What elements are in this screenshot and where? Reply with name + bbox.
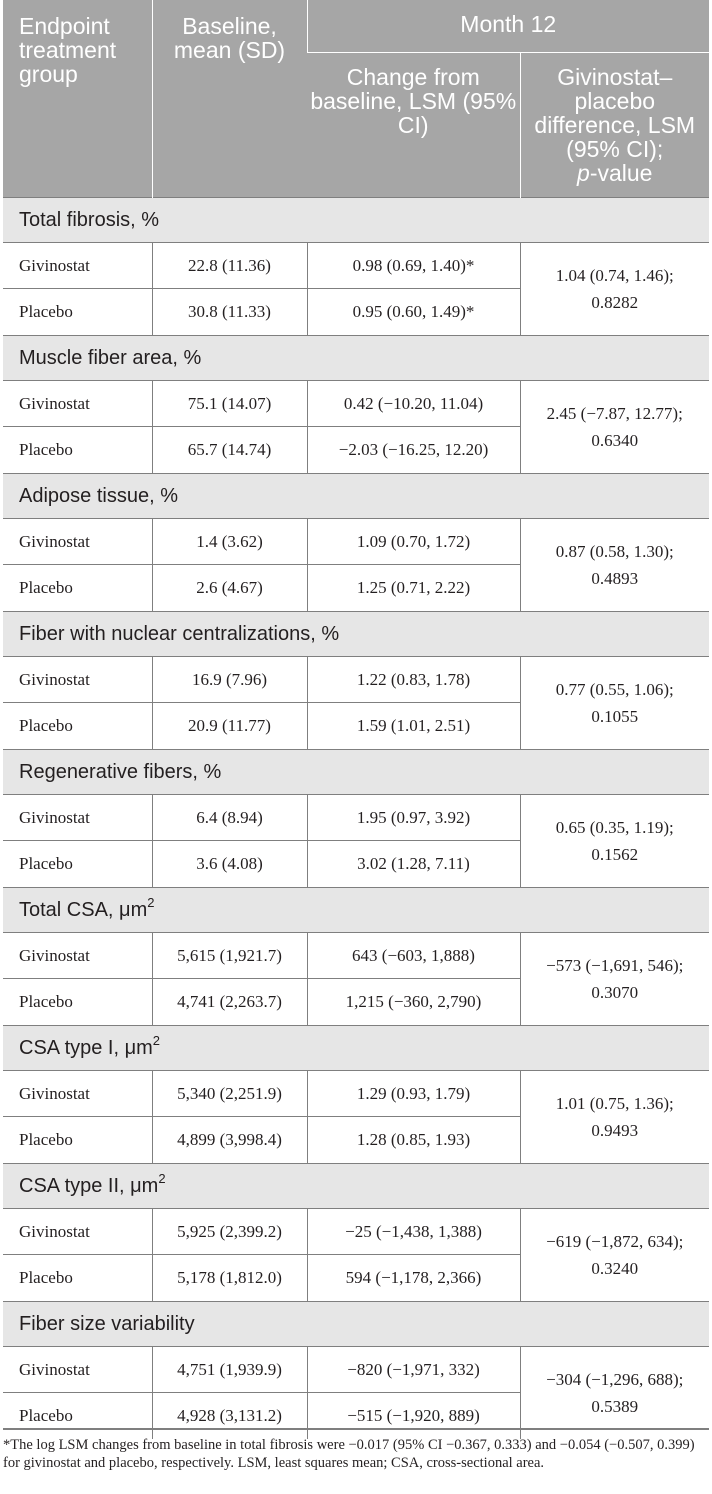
header-endpoint-group: Endpoint treatment group: [3, 0, 152, 198]
cell-difference: [520, 519, 709, 612]
table-row: [3, 1347, 709, 1393]
cell-baseline: 5,615 (1,921.7): [152, 933, 307, 979]
cell-difference: [520, 1071, 709, 1164]
table-row: [3, 933, 709, 979]
cell-baseline: 5,340 (2,251.9): [152, 1071, 307, 1117]
header-change-from-baseline: Change from baseline, LSM (95% CI): [307, 53, 520, 198]
cell-baseline: 5,925 (2,399.2): [152, 1209, 307, 1255]
difference-estimate: 0.65 (0.35, 1.19);: [555, 818, 674, 837]
difference-estimate: 0.77 (0.55, 1.06);: [555, 680, 674, 699]
cell-group: Placebo: [19, 1406, 73, 1425]
cell-difference: [520, 933, 709, 1026]
section-title-superscript: 2: [147, 894, 155, 910]
cell-group: Givinostat: [3, 381, 152, 427]
section-title-text: CSA type I, μm: [19, 1036, 153, 1059]
cell-change: −2.03 (−16.25, 12.20): [307, 427, 520, 474]
cell-change: 594 (−1,178, 2,366): [307, 1255, 520, 1302]
cell-group: Givinostat: [3, 795, 152, 841]
section-row: [3, 474, 709, 519]
difference-estimate: −304 (−1,296, 688);: [546, 1370, 684, 1389]
section-title: [3, 1026, 709, 1071]
cell-difference: [520, 243, 709, 336]
cell-group: Placebo: [19, 854, 73, 873]
table-body: [3, 198, 709, 1440]
difference-p-value: 0.9493: [591, 1121, 639, 1140]
section-title: [3, 198, 709, 243]
section-row: [3, 1164, 709, 1209]
section-row: [3, 612, 709, 657]
cell-group: Givinostat: [3, 1347, 152, 1393]
cell-change: 0.95 (0.60, 1.49)*: [307, 289, 520, 336]
cell-baseline: 4,741 (2,263.7): [152, 979, 307, 1026]
table-footnote: *The log LSM changes from baseline in total fibrosis were −0.017 (95% CI −0.367, 0.333) and −0.054 (−0.507, 0.399) for givinostat and placebo, respectively. LSM, least squares mean; CSA, cross-sectional area.: [3, 1428, 709, 1472]
cell-group: Placebo: [19, 302, 73, 321]
cell-baseline: 5,178 (1,812.0): [152, 1255, 307, 1302]
section-title-text: Regenerative fibers, %: [19, 760, 222, 783]
cell-change: −820 (−1,971, 332): [307, 1347, 520, 1393]
cell-change: 1.25 (0.71, 2.22): [307, 565, 520, 612]
difference-p-value: 0.1055: [591, 707, 639, 726]
section-title: [3, 336, 709, 381]
cell-baseline: 30.8 (11.33): [152, 289, 307, 336]
cell-change: 1.95 (0.97, 3.92): [307, 795, 520, 841]
cell-change: −25 (−1,438, 1,388): [307, 1209, 520, 1255]
header-p-suffix: -value: [589, 160, 653, 186]
section-title: [3, 474, 709, 519]
section-title-superscript: 2: [158, 1170, 166, 1186]
cell-group: Placebo: [19, 716, 73, 735]
cell-baseline: 20.9 (11.77): [152, 703, 307, 750]
cell-baseline: 4,751 (1,939.9): [152, 1347, 307, 1393]
cell-baseline: 65.7 (14.74): [152, 427, 307, 474]
cell-group: Placebo: [19, 1268, 73, 1287]
table-header: [3, 0, 709, 198]
cell-baseline: 2.6 (4.67): [152, 565, 307, 612]
cell-difference: [520, 1347, 709, 1440]
section-title: [3, 612, 709, 657]
cell-change: 0.98 (0.69, 1.40)*: [307, 243, 520, 289]
difference-p-value: 0.5389: [591, 1397, 639, 1416]
cell-group: Placebo: [19, 1130, 73, 1149]
cell-baseline: 16.9 (7.96): [152, 657, 307, 703]
difference-p-value: 0.6340: [591, 431, 639, 450]
cell-group: Givinostat: [3, 657, 152, 703]
section-row: [3, 198, 709, 243]
cell-group: Givinostat: [3, 519, 152, 565]
cell-difference: [520, 795, 709, 888]
section-row: [3, 888, 709, 933]
cell-baseline: 22.8 (11.36): [152, 243, 307, 289]
cell-difference: [520, 1209, 709, 1302]
cell-baseline: 3.6 (4.08): [152, 841, 307, 888]
table-row: [3, 795, 709, 841]
table-row: [3, 657, 709, 703]
section-title-text: Fiber size variability: [19, 1312, 195, 1335]
section-title-text: Total fibrosis, %: [19, 208, 160, 231]
difference-estimate: −573 (−1,691, 546);: [546, 956, 684, 975]
header-month-12: Month 12: [307, 0, 709, 53]
section-row: [3, 1302, 709, 1347]
section-row: [3, 336, 709, 381]
cell-change: 1.29 (0.93, 1.79): [307, 1071, 520, 1117]
difference-estimate: 1.04 (0.74, 1.46);: [555, 266, 674, 285]
table-row: [3, 519, 709, 565]
cell-change: 1,215 (−360, 2,790): [307, 979, 520, 1026]
difference-estimate: 0.87 (0.58, 1.30);: [555, 542, 674, 561]
cell-group: Placebo: [19, 578, 73, 597]
cell-difference: [520, 657, 709, 750]
difference-estimate: 2.45 (−7.87, 12.77);: [546, 404, 683, 423]
table-row: [3, 1209, 709, 1255]
section-title: [3, 888, 709, 933]
results-table: [3, 0, 709, 1439]
cell-difference: [520, 381, 709, 474]
header-p-italic: p: [577, 160, 590, 186]
cell-baseline: 4,899 (3,998.4): [152, 1117, 307, 1164]
section-title: [3, 750, 709, 795]
cell-baseline: 1.4 (3.62): [152, 519, 307, 565]
table-row: [3, 1071, 709, 1117]
cell-change: 643 (−603, 1,888): [307, 933, 520, 979]
cell-baseline: 75.1 (14.07): [152, 381, 307, 427]
difference-p-value: 0.3070: [591, 983, 639, 1002]
cell-group: Placebo: [19, 992, 73, 1011]
cell-change: 0.42 (−10.20, 11.04): [307, 381, 520, 427]
difference-p-value: 0.8282: [591, 293, 639, 312]
section-title: [3, 1302, 709, 1347]
cell-change: 3.02 (1.28, 7.11): [307, 841, 520, 888]
header-baseline: Baseline, mean (SD): [152, 0, 307, 198]
difference-estimate: −619 (−1,872, 634);: [546, 1232, 684, 1251]
difference-p-value: 0.3240: [591, 1259, 639, 1278]
section-title-text: Total CSA, μm: [19, 898, 148, 921]
cell-change: −515 (−1,920, 889): [307, 1393, 520, 1440]
difference-estimate: 1.01 (0.75, 1.36);: [555, 1094, 674, 1113]
section-title: [3, 1164, 709, 1209]
cell-change: 1.22 (0.83, 1.78): [307, 657, 520, 703]
difference-p-value: 0.4893: [591, 569, 639, 588]
table-row: [3, 243, 709, 289]
cell-baseline: 6.4 (8.94): [152, 795, 307, 841]
section-row: [3, 1026, 709, 1071]
cell-baseline: 4,928 (3,131.2): [152, 1393, 307, 1440]
section-title-superscript: 2: [152, 1032, 161, 1048]
section-title-text: Adipose tissue, %: [19, 484, 178, 507]
section-row: [3, 750, 709, 795]
header-difference-text: Givinostat–placebo difference, LSM (95% CI);: [534, 64, 696, 162]
section-title-text: Muscle fiber area, %: [19, 346, 202, 369]
cell-group: Givinostat: [3, 933, 152, 979]
cell-group: Placebo: [19, 440, 73, 459]
cell-group: Givinostat: [3, 1209, 152, 1255]
cell-change: 1.09 (0.70, 1.72): [307, 519, 520, 565]
cell-change: 1.59 (1.01, 2.51): [307, 703, 520, 750]
section-title-text: CSA type II, μm: [19, 1174, 159, 1197]
cell-group: Givinostat: [3, 1071, 152, 1117]
section-title-text: Fiber with nuclear centralizations, %: [19, 622, 340, 645]
cell-group: Givinostat: [3, 243, 152, 289]
header-difference: [520, 53, 709, 198]
cell-change: 1.28 (0.85, 1.93): [307, 1117, 520, 1164]
table-row: [3, 381, 709, 427]
difference-p-value: 0.1562: [591, 845, 639, 864]
